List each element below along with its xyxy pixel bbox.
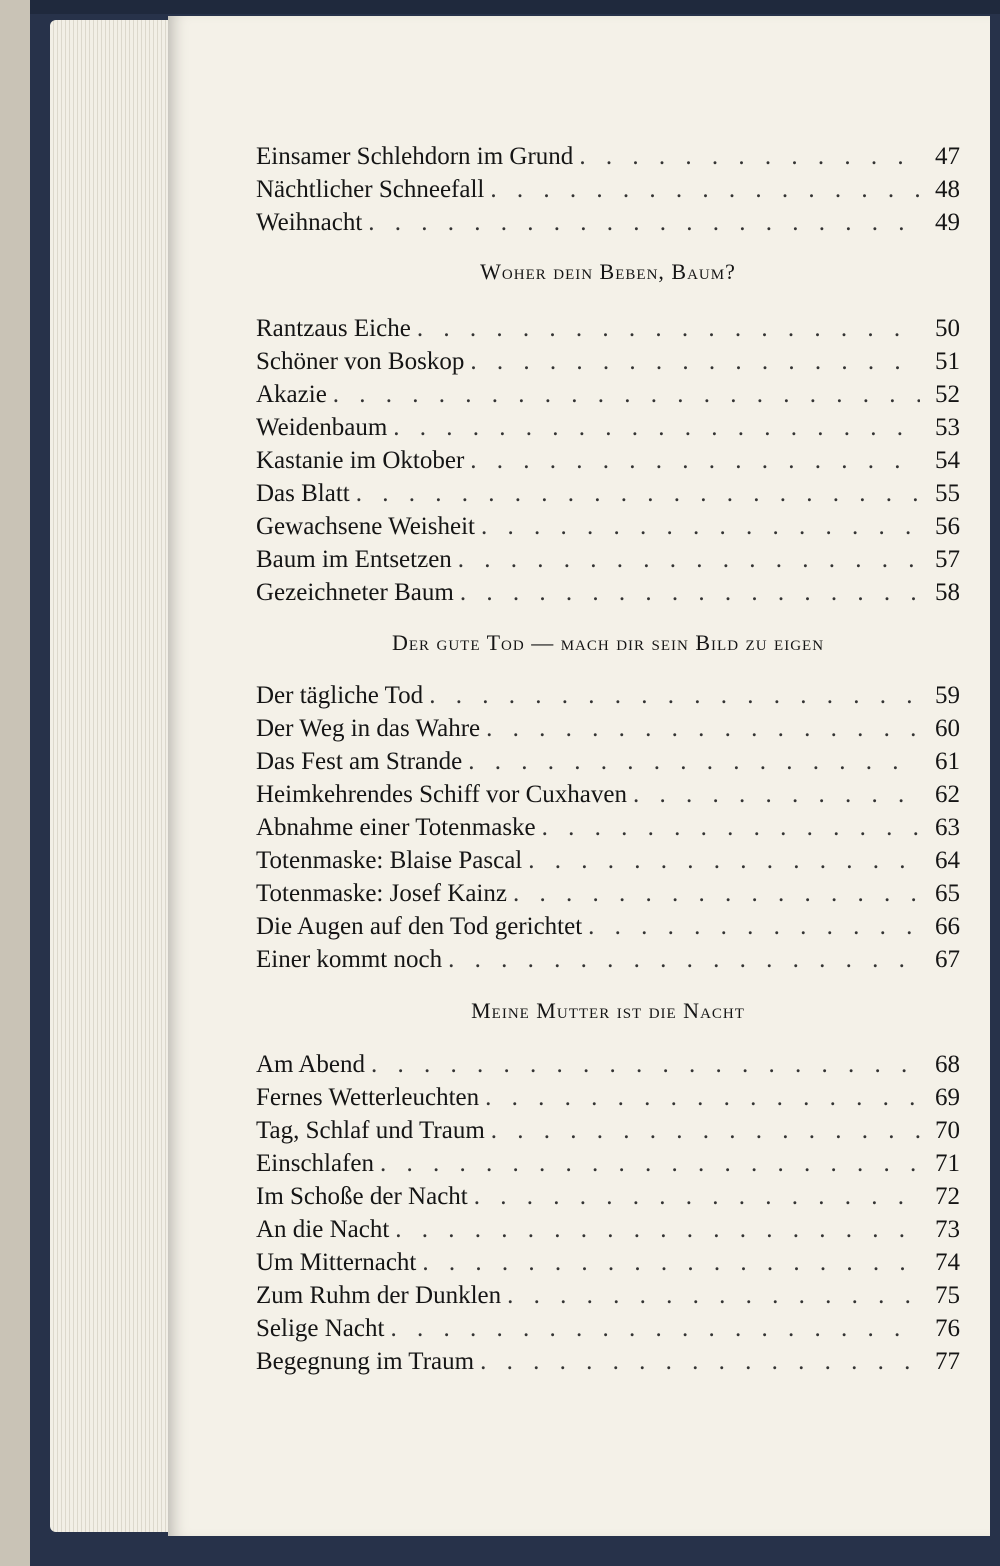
toc-entry xyxy=(256,844,960,877)
toc-entry xyxy=(256,877,960,910)
toc-entry-page: 50 xyxy=(935,315,960,342)
page-edges xyxy=(50,20,180,1532)
toc-entry-page: 73 xyxy=(935,1216,960,1243)
toc-entry-page: 62 xyxy=(935,781,960,808)
toc-entry-title: Einer kommt noch xyxy=(256,946,443,973)
toc-entry xyxy=(256,173,960,206)
toc-entry-page: 68 xyxy=(935,1051,960,1078)
dot-leader xyxy=(507,1279,920,1312)
toc-entry-page: 49 xyxy=(935,209,960,236)
dot-leader xyxy=(333,378,920,411)
toc-entry-title: Selige Nacht xyxy=(256,1315,385,1342)
toc-entry-title: Im Schoße der Nacht xyxy=(256,1183,468,1210)
toc-entry-page: 67 xyxy=(935,946,960,973)
toc-entry-title: Rantzaus Eiche xyxy=(256,315,411,342)
toc-entry-page: 56 xyxy=(935,513,960,540)
toc-entry-page: 58 xyxy=(935,579,960,606)
toc-entry-page: 51 xyxy=(935,348,960,375)
toc-entry xyxy=(256,910,960,943)
toc-entry xyxy=(256,140,960,173)
toc-entry-page: 77 xyxy=(935,1348,960,1375)
toc-entry xyxy=(256,576,960,609)
toc-entry-page: 54 xyxy=(935,447,960,474)
toc-entry-page: 63 xyxy=(935,814,960,841)
section-heading: Der gute Tod — mach dir sein Bild zu eigen xyxy=(391,630,825,655)
toc-entry-page: 70 xyxy=(935,1117,960,1144)
toc-entry-page: 55 xyxy=(935,480,960,507)
toc-entry xyxy=(256,679,960,712)
toc-entry-page: 61 xyxy=(935,748,960,775)
toc-entry-title: Um Mitternacht xyxy=(256,1249,417,1276)
toc-entry-page: 60 xyxy=(935,715,960,742)
toc-entry xyxy=(256,510,960,543)
toc-entry-title: Schöner von Boskop xyxy=(256,348,465,375)
toc-entry-title: Nächtlicher Schneefall xyxy=(256,176,485,203)
toc-entry xyxy=(256,1180,960,1213)
toc-entry xyxy=(256,1312,960,1345)
toc-entry-page: 75 xyxy=(935,1282,960,1309)
toc-entry-title: Das Fest am Strande xyxy=(256,748,463,775)
toc-entry-page: 48 xyxy=(935,176,960,203)
dot-leader xyxy=(633,778,920,811)
toc-entry xyxy=(256,543,960,576)
toc-entry-title: Am Abend xyxy=(256,1051,366,1078)
dot-leader xyxy=(422,1246,920,1279)
toc-entry xyxy=(256,712,960,745)
dot-leader xyxy=(491,1114,920,1147)
toc-entry xyxy=(256,1147,960,1180)
dot-leader xyxy=(458,543,920,576)
toc-entry-title: Totenmaske: Blaise Pascal xyxy=(256,847,523,874)
section-heading: Woher dein Beben, Baum? xyxy=(480,259,736,284)
toc-entry-page: 64 xyxy=(935,847,960,874)
toc-entry xyxy=(256,1213,960,1246)
toc-entry-title: Akazie xyxy=(256,381,327,408)
table-of-contents xyxy=(168,16,990,1536)
toc-entry xyxy=(256,1246,960,1279)
toc-entry-page: 66 xyxy=(935,913,960,940)
dot-leader xyxy=(588,910,920,943)
toc-entry xyxy=(256,1048,960,1081)
dot-leader xyxy=(490,173,920,206)
dot-leader xyxy=(460,576,920,609)
dot-leader xyxy=(395,1213,920,1246)
toc-entry-title: Der tägliche Tod xyxy=(256,682,424,709)
toc-entry-page: 74 xyxy=(935,1249,960,1276)
toc-entry xyxy=(256,943,960,976)
toc-entry xyxy=(256,1114,960,1147)
dot-leader xyxy=(356,477,920,510)
toc-entry-page: 57 xyxy=(935,546,960,573)
toc-entry-title: Totenmaske: Josef Kainz xyxy=(256,880,507,907)
dot-leader xyxy=(393,411,920,444)
section-heading: Meine Mutter ist die Nacht xyxy=(471,998,745,1023)
toc-entry-title: Gezeichneter Baum xyxy=(256,579,454,606)
toc-entry-page: 76 xyxy=(935,1315,960,1342)
toc-entry xyxy=(256,312,960,345)
toc-entry-title: Kastanie im Oktober xyxy=(256,447,465,474)
toc-entry xyxy=(256,745,960,778)
dot-leader xyxy=(371,1048,920,1081)
toc-entry-title: Das Blatt xyxy=(256,480,350,507)
toc-entry-title: Gewachsene Weisheit xyxy=(256,513,475,540)
dot-leader xyxy=(528,844,920,877)
dot-leader xyxy=(390,1312,920,1345)
toc-entry-title: Einsamer Schlehdorn im Grund xyxy=(256,143,574,170)
dot-leader xyxy=(429,679,920,712)
toc-entry-page: 71 xyxy=(935,1150,960,1177)
toc-entry-page: 59 xyxy=(935,682,960,709)
dot-leader xyxy=(448,943,920,976)
toc-entry xyxy=(256,1345,960,1378)
toc-entry-title: Einschlafen xyxy=(256,1150,375,1177)
dot-leader xyxy=(470,444,920,477)
toc-entry-page: 69 xyxy=(935,1084,960,1111)
toc-entry-title: Begegnung im Traum xyxy=(256,1348,475,1375)
toc-entry xyxy=(256,1279,960,1312)
book-cover-edge xyxy=(30,0,1000,14)
toc-entry xyxy=(256,477,960,510)
toc-entry-title: An die Nacht xyxy=(256,1216,390,1243)
dot-leader xyxy=(486,712,920,745)
dot-leader xyxy=(542,811,920,844)
dot-leader xyxy=(380,1147,920,1180)
toc-entry-title: Fernes Wetterleuchten xyxy=(256,1084,480,1111)
dot-leader xyxy=(474,1180,920,1213)
toc-entry xyxy=(256,1081,960,1114)
dot-leader xyxy=(417,312,920,345)
toc-entry-page: 53 xyxy=(935,414,960,441)
dot-leader xyxy=(513,877,920,910)
toc-entry-title: Baum im Entsetzen xyxy=(256,546,452,573)
toc-entry-title: Zum Ruhm der Dunklen xyxy=(256,1282,502,1309)
dot-leader xyxy=(481,510,920,543)
dot-leader xyxy=(368,206,920,239)
dot-leader xyxy=(480,1345,920,1378)
toc-entry-title: Heimkehrendes Schiff vor Cuxhaven xyxy=(256,781,627,808)
toc-entry xyxy=(256,778,960,811)
toc-entry xyxy=(256,206,960,239)
toc-entry xyxy=(256,811,960,844)
toc-entry-title: Abnahme einer Totenmaske xyxy=(256,814,536,841)
toc-entry-title: Weihnacht xyxy=(256,209,363,236)
toc-entry xyxy=(256,345,960,378)
dot-leader xyxy=(485,1081,920,1114)
dot-leader xyxy=(468,745,920,778)
toc-entry xyxy=(256,411,960,444)
toc-entry-page: 52 xyxy=(935,381,960,408)
dot-leader xyxy=(470,345,920,378)
toc-entry-title: Tag, Schlaf und Traum xyxy=(256,1117,485,1144)
toc-entry-page: 72 xyxy=(935,1183,960,1210)
toc-entry-page: 65 xyxy=(935,880,960,907)
toc-entry-title: Weidenbaum xyxy=(256,414,388,441)
toc-entry xyxy=(256,378,960,411)
toc-entry xyxy=(256,444,960,477)
book-page xyxy=(168,16,990,1536)
toc-entry-title: Der Weg in das Wahre xyxy=(256,715,481,742)
dot-leader xyxy=(579,140,920,173)
toc-entry-page: 47 xyxy=(935,143,960,170)
toc-entry-title: Die Augen auf den Tod gerichtet xyxy=(256,913,583,940)
